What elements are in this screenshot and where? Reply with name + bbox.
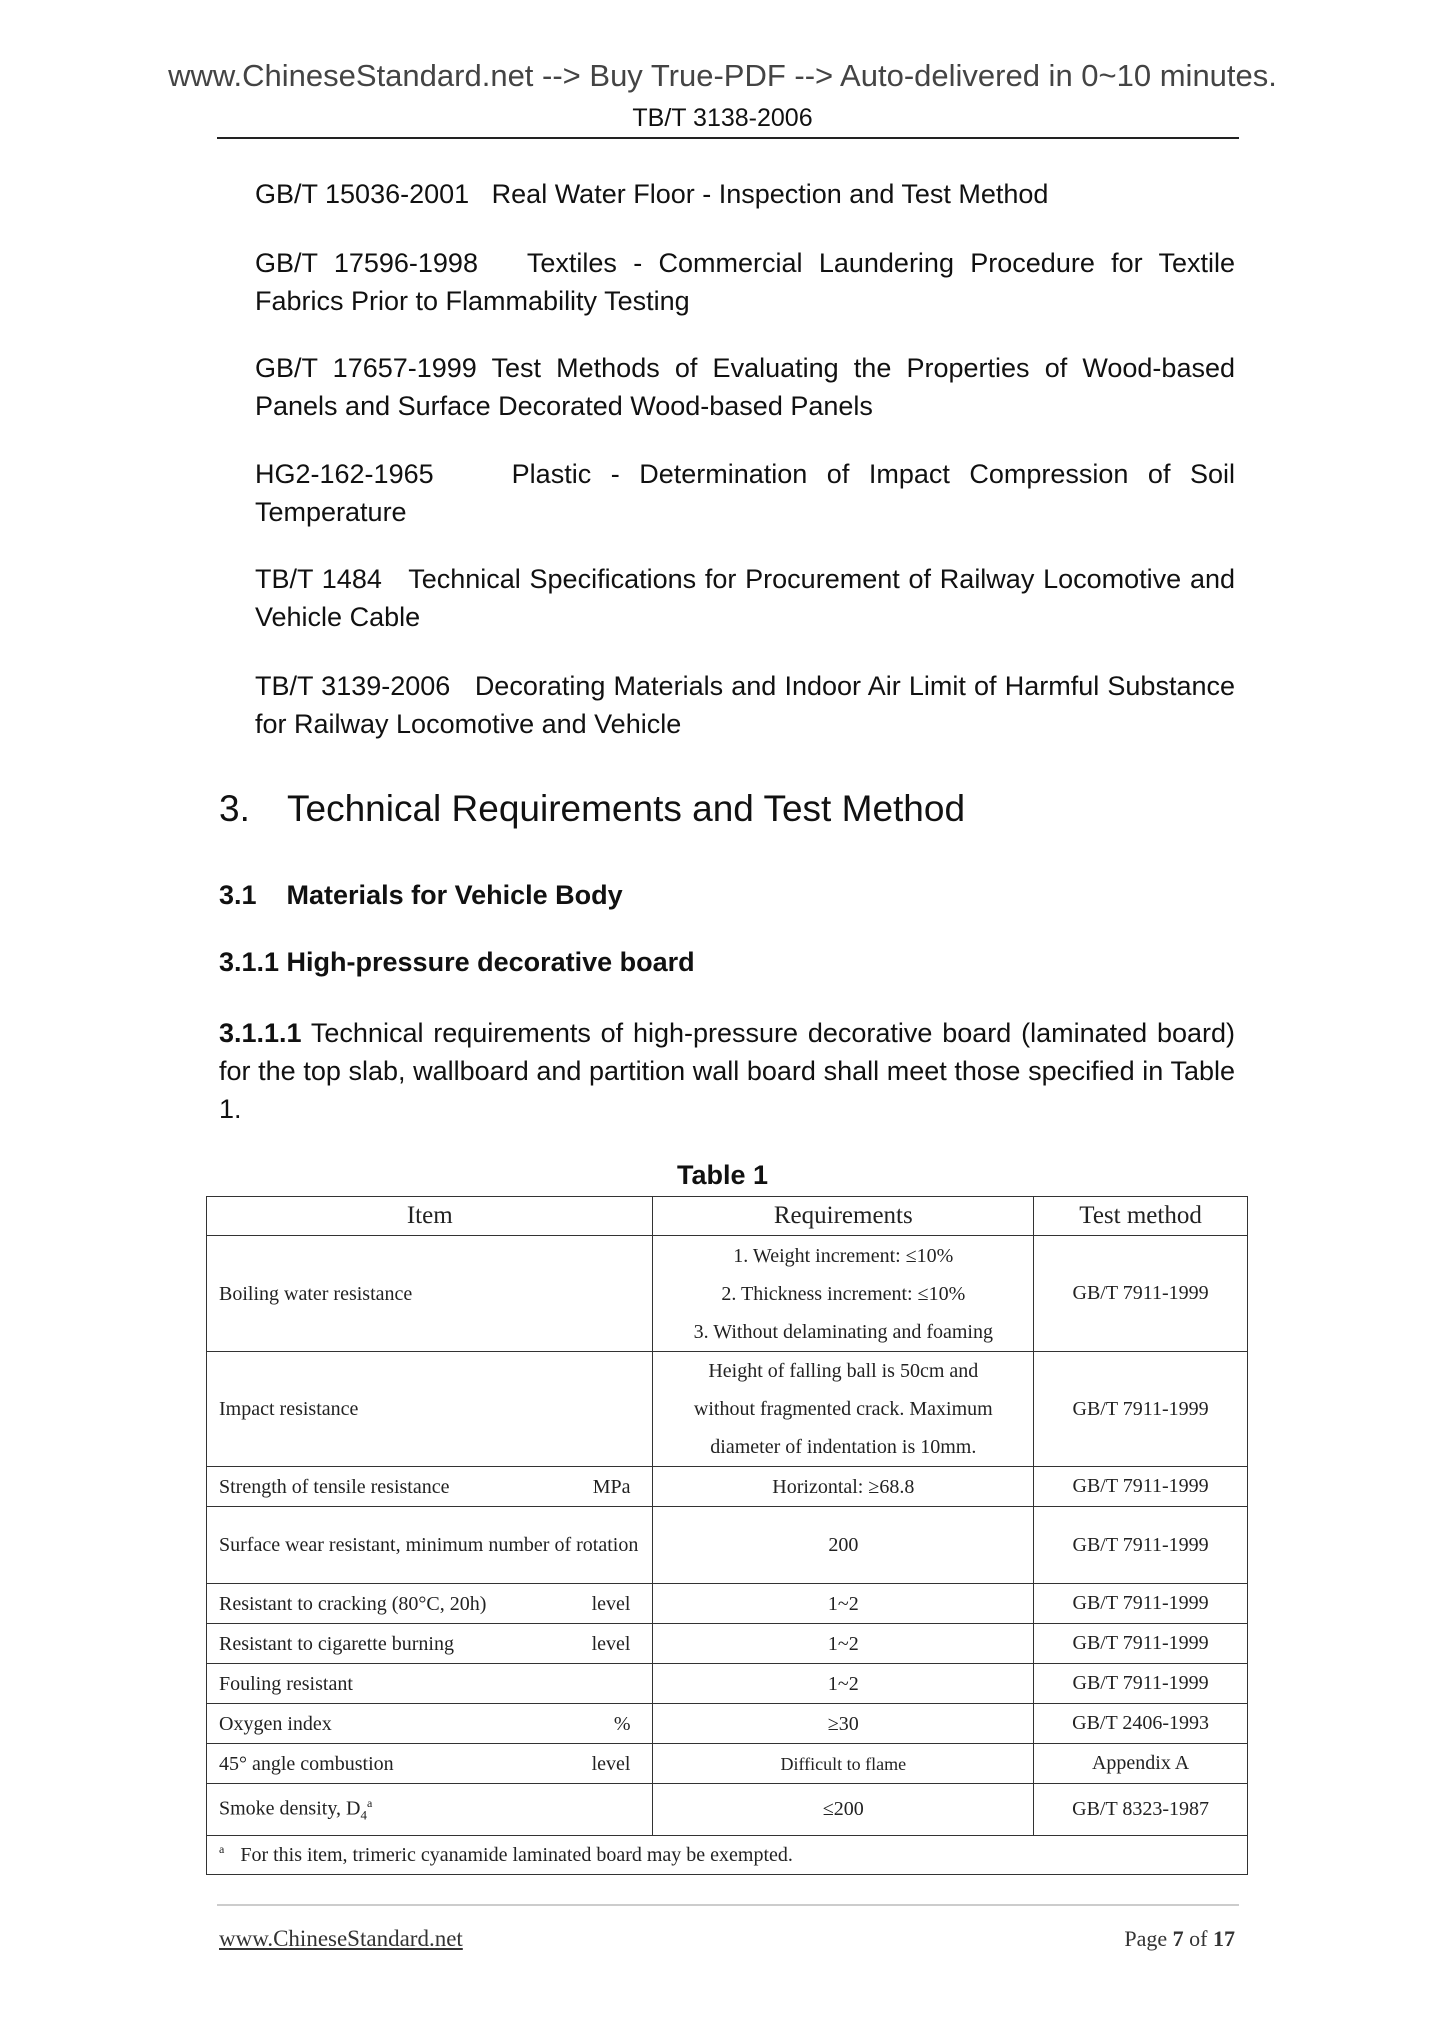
item-name: Resistant to cracking (80°C, 20h) (219, 1592, 487, 1615)
total-pages: 17 (1213, 1926, 1235, 1951)
item-cell (207, 1784, 653, 1836)
table-row (207, 1507, 1248, 1584)
clause-paragraph (219, 1014, 1235, 1128)
ref-code: TB/T 3139-2006 (255, 671, 451, 701)
reference-item (255, 175, 1235, 213)
requirement-cell (653, 1584, 1034, 1624)
section-title: Technical Requirements and Test Method (287, 788, 966, 829)
unit-label: % (613, 1712, 631, 1735)
page-label: Page (1124, 1926, 1173, 1951)
item-name: Fouling resistant (219, 1672, 353, 1695)
item-name: Strength of tensile resistance (219, 1475, 450, 1498)
requirement-line: 2. Thickness increment: ≤10% (721, 1282, 966, 1305)
test-method-cell: GB/T 7911-1999 (1034, 1352, 1248, 1467)
item-name: 45° angle combustion (219, 1752, 394, 1775)
ref-code: HG2-162-1965 (255, 459, 434, 489)
unit-label: MPa (592, 1475, 631, 1498)
requirement-cell (653, 1467, 1034, 1507)
column-header: Requirements (653, 1197, 1034, 1236)
footer-website-link[interactable]: www.ChineseStandard.net (219, 1926, 463, 1951)
requirement-line: Horizontal: ≥68.8 (772, 1475, 915, 1498)
ref-title: Real Water Floor - Inspection and Test Method (491, 179, 1049, 209)
ref-code: GB/T 17657-1999 (255, 353, 477, 383)
requirements-table (206, 1196, 1248, 1875)
test-method-cell: Appendix A (1034, 1744, 1248, 1784)
clause-text: Technical requirements of high-pressure decorative board (laminated board) for the top slab, wallboard and partition wall board shall meet those specified in Table 1. (219, 1018, 1235, 1124)
document-id: TB/T 3138-2006 (632, 104, 813, 132)
header-divider (217, 137, 1239, 139)
item-cell (207, 1744, 653, 1784)
subscript: 4 (360, 1807, 367, 1823)
table-row (207, 1236, 1248, 1352)
requirement-line: diameter of indentation is 10mm. (710, 1436, 977, 1458)
item-name: Surface wear resistant, minimum number of rotation (219, 1534, 639, 1556)
reference-item (255, 244, 1235, 320)
item-cell (207, 1352, 653, 1467)
unit-label: level (591, 1592, 631, 1615)
item-cell (207, 1664, 653, 1704)
reference-item (255, 349, 1235, 425)
ref-title: Plastic - Determination of Impact Compression of Soil Temperature (255, 459, 1235, 527)
test-method-cell: GB/T 7911-1999 (1034, 1664, 1248, 1704)
requirement-line: Height of falling ball is 50cm and (708, 1360, 979, 1382)
table-footnote-row (207, 1835, 1248, 1874)
promo-banner: www.ChineseStandard.net --> Buy True-PDF --> Auto-delivered in 0~10 minutes. (168, 58, 1277, 93)
item-name: Oxygen index (219, 1712, 332, 1735)
section-number: 3. (219, 788, 250, 829)
table-row (207, 1704, 1248, 1744)
reference-item (255, 455, 1235, 531)
table-header-row (207, 1197, 1248, 1236)
requirement-line: ≥30 (827, 1712, 859, 1735)
table-row (207, 1744, 1248, 1784)
ref-title: Test Methods of Evaluating the Properties of Wood-based Panels and Surface Decorated Wood-based Panels (255, 353, 1235, 421)
unit-label: level (591, 1752, 631, 1775)
requirement-line: 1. Weight increment: ≤10% (733, 1244, 954, 1267)
item-name: Impact resistance (219, 1398, 359, 1420)
test-method-cell: GB/T 7911-1999 (1034, 1236, 1248, 1352)
subsection-heading: 3.1 Materials for Vehicle Body (219, 880, 623, 910)
footer-divider (217, 1904, 1239, 1906)
reference-item (255, 667, 1235, 743)
requirement-cell (653, 1236, 1034, 1352)
table-row (207, 1784, 1248, 1836)
requirement-line: 1~2 (827, 1592, 859, 1615)
item-cell (207, 1704, 653, 1744)
page-of: of (1183, 1926, 1213, 1951)
test-method-cell: GB/T 7911-1999 (1034, 1584, 1248, 1624)
requirement-line: ≤200 (822, 1798, 864, 1821)
unit-label: level (591, 1632, 631, 1655)
requirement-cell (653, 1664, 1034, 1704)
current-page: 7 (1172, 1926, 1184, 1951)
clause-number: 3.1.1.1 (219, 1018, 302, 1048)
item-name: Boiling water resistance (219, 1282, 413, 1305)
requirement-cell (653, 1624, 1034, 1664)
ref-code: TB/T 1484 (255, 564, 382, 594)
test-method-cell: GB/T 7911-1999 (1034, 1467, 1248, 1507)
table-row (207, 1664, 1248, 1704)
column-header: Item (207, 1197, 653, 1236)
item-name: Resistant to cigarette burning (219, 1632, 454, 1655)
ref-title: Technical Specifications for Procurement of Railway Locomotive and Vehicle Cable (255, 564, 1235, 632)
requirement-line: 3. Without delaminating and foaming (693, 1320, 993, 1343)
requirement-line: 200 (828, 1534, 859, 1556)
footnote-mark: a (219, 1842, 225, 1857)
table-row (207, 1624, 1248, 1664)
item-name: Smoke density, D (219, 1797, 361, 1820)
table-caption: Table 1 (676, 1160, 769, 1190)
page-number (1124, 1926, 1235, 1952)
ref-code: GB/T 17596-1998 (255, 248, 478, 278)
item-cell (207, 1467, 653, 1507)
footnote-cell (207, 1835, 1248, 1874)
subsubsection-heading: 3.1.1 High-pressure decorative board (219, 947, 695, 977)
table-row (207, 1467, 1248, 1507)
ref-title: Textiles - Commercial Laundering Procedure for Textile Fabrics Prior to Flammability Testing (255, 248, 1235, 316)
requirement-line: without fragmented crack. Maximum (693, 1398, 993, 1420)
requirement-line: Difficult to flame (780, 1753, 907, 1774)
column-header: Test method (1034, 1197, 1248, 1236)
requirement-cell (653, 1784, 1034, 1836)
test-method-cell: GB/T 7911-1999 (1034, 1507, 1248, 1584)
footnote-text: For this item, trimeric cyanamide laminated board may be exempted. (240, 1843, 793, 1866)
section-heading (219, 788, 965, 830)
item-cell (207, 1507, 653, 1584)
requirement-cell (653, 1507, 1034, 1584)
test-method-cell: GB/T 8323-1987 (1034, 1784, 1248, 1836)
test-method-cell: GB/T 7911-1999 (1034, 1624, 1248, 1664)
requirement-line: 1~2 (827, 1672, 859, 1695)
test-method-cell: GB/T 2406-1993 (1034, 1704, 1248, 1744)
item-cell (207, 1624, 653, 1664)
item-cell (207, 1236, 653, 1352)
requirement-cell (653, 1352, 1034, 1467)
footnote-mark: a (366, 1796, 373, 1810)
ref-title: Decorating Materials and Indoor Air Limit of Harmful Substance for Railway Locomotive and Vehicle (255, 671, 1235, 739)
reference-item (255, 560, 1235, 636)
requirement-cell (653, 1744, 1034, 1784)
requirement-cell (653, 1704, 1034, 1744)
ref-code: GB/T 15036-2001 (255, 179, 470, 209)
requirement-line: 1~2 (827, 1632, 859, 1655)
table-row (207, 1584, 1248, 1624)
table-row (207, 1352, 1248, 1467)
item-cell (207, 1584, 653, 1624)
